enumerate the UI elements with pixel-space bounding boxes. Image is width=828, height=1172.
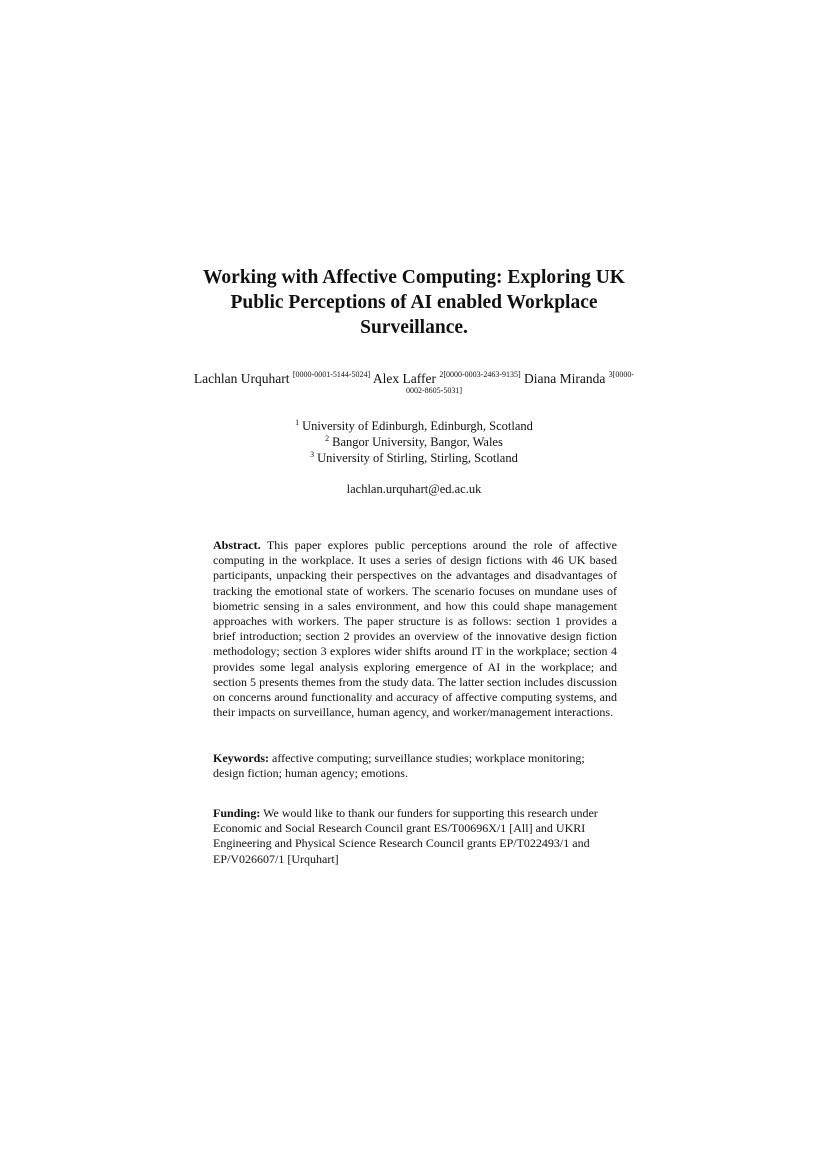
affiliation-number: 2 bbox=[325, 434, 330, 443]
title-line: Public Perceptions of AI enabled Workplace bbox=[230, 292, 598, 313]
author-orcid: [0000-0001-5144-5024] bbox=[292, 370, 371, 379]
author-name: Lachlan Urquhart bbox=[193, 371, 290, 386]
affiliation-text: University of Edinburgh, Edinburgh, Scotland bbox=[302, 419, 533, 433]
author-list bbox=[150, 370, 678, 396]
title-line: Working with Affective Computing: Exploring UK bbox=[203, 267, 625, 288]
author-name: Alex Laffer bbox=[372, 371, 436, 386]
keywords bbox=[213, 751, 617, 781]
affiliation bbox=[150, 450, 678, 466]
funding-label: Funding: bbox=[213, 806, 261, 820]
contact-email: lachlan.urquhart@ed.ac.uk bbox=[346, 482, 482, 496]
author-orcid-continuation: 0002-8605-5031] bbox=[406, 386, 462, 395]
title-line: Surveillance. bbox=[360, 317, 468, 338]
affiliation bbox=[150, 434, 678, 450]
affiliations bbox=[150, 418, 678, 466]
funding-text: We would like to thank our funders for supporting this research under Economic and Social Research Council grant ES/T00696X/1 [All] and UKRI Engineering and Physical Science Research Council grants EP/T022493/1 and EP/V026607/1 [Urquhart] bbox=[213, 806, 598, 866]
funding bbox=[213, 806, 617, 867]
affiliation-number: 3 bbox=[310, 450, 315, 459]
author-name: Diana Miranda bbox=[524, 371, 606, 386]
affiliation bbox=[150, 418, 678, 434]
paper-title bbox=[150, 265, 678, 340]
keywords-text: affective computing; surveillance studies; workplace monitoring; design fiction; human agency; emotions. bbox=[213, 751, 585, 781]
abstract-text: This paper explores public perceptions around the role of affective computing in the workplace. It uses a series of design fictions with 46 UK based participants, unpacking their perspectives on the advantages and disadvantages of tracking the emotional state of workers. The scenario focuses on mundane uses of biometric sensing in a sales environment, and how this could shape management approaches with workers. The paper structure is as follows: section 1 provides a brief introduction; section 2 provides an overview of the innovative design fiction methodology; section 3 explores wider shifts around IT in the workplace; section 4 provides some legal analysis exploring emergence of AI in the workplace; and section 5 presents themes from the study data. The latter section includes discussion on concerns around functionality and accuracy of affective computing systems, and their impacts on surveillance, human agency, and worker/management interactions. bbox=[213, 538, 617, 720]
abstract-label: Abstract. bbox=[213, 538, 261, 552]
affiliation-number: 1 bbox=[295, 418, 300, 427]
keywords-label: Keywords: bbox=[213, 751, 269, 765]
author-orcid: 3[0000- bbox=[608, 370, 635, 379]
abstract bbox=[213, 538, 617, 720]
affiliation-text: University of Stirling, Stirling, Scotland bbox=[317, 451, 518, 465]
author-orcid: 2[0000-0003-2463-9135] bbox=[439, 370, 521, 379]
affiliation-text: Bangor University, Bangor, Wales bbox=[332, 435, 503, 449]
